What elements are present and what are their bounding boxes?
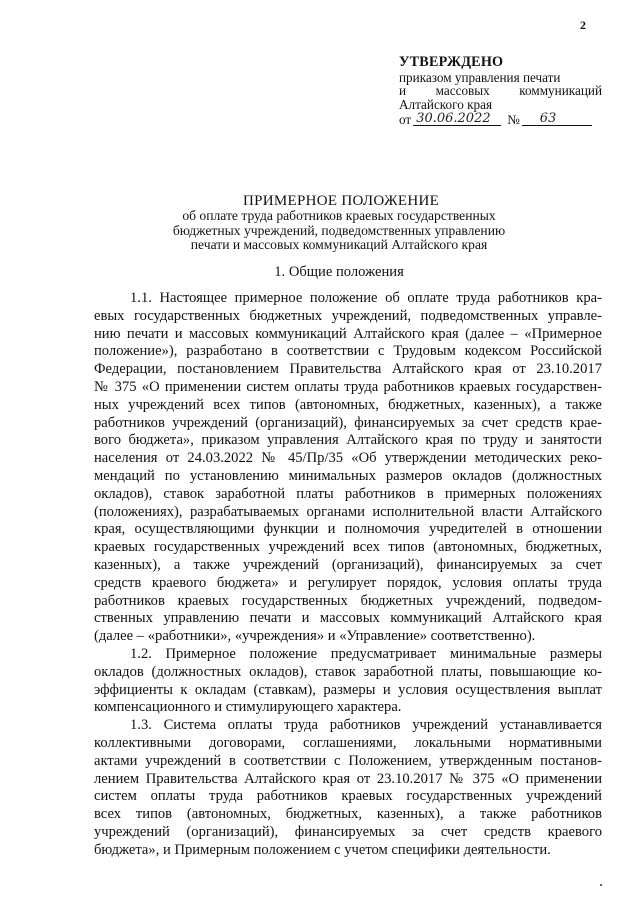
paragraph-line: окладов), ставок заработной платы работников в примерных положениях [94, 485, 602, 502]
paragraph-line: ных учреждений всех типов (автономных, бюджетных, казенных), а также [94, 396, 602, 413]
scan-dot-mark [600, 884, 602, 886]
paragraph [94, 646, 602, 717]
document-subtitle-line: бюджетных учреждений, подведомственных управлению [172, 222, 506, 238]
document-title-block [0, 193, 640, 253]
approval-title: УТВЕРЖДЕНО [399, 54, 504, 70]
paragraph-line: положение»), разработано в соответствии с Трудовым кодексом Российской [94, 343, 602, 360]
document-subtitle-line: печати и массовых коммуникаций Алтайского края [190, 237, 488, 252]
paragraph-line: нию печати и массовых коммуникаций Алтайского края (далее – «Примерное [94, 325, 602, 342]
paragraph-line: лением Правительства Алтайского края от 23.10.2017 № 375 «О применении [94, 770, 602, 787]
paragraph-line: актами учреждений в соответствии с Положением, утвержденным постанов- [94, 752, 602, 769]
approval-line: и массовых коммуникаций [399, 83, 602, 98]
approval-line: приказом управления печати [399, 69, 561, 85]
paragraph-line: евых государственных бюджетных учреждений, подведомственных управле- [94, 307, 602, 324]
approval-stamp-block [399, 56, 602, 126]
approval-date-prefix: от [399, 111, 412, 127]
page-number: 2 [580, 18, 586, 32]
paragraph-line: 1.2. Примерное положение предусматривает минимальные размеры [130, 645, 602, 662]
approval-number-label: № [507, 111, 520, 127]
approval-date-blank [413, 111, 501, 126]
approval-number-blank [522, 111, 592, 126]
paragraph-line: населения от 24.03.2022 № 45/Пр/35 «Об утверждении методических реко- [94, 450, 602, 467]
approval-date-row [399, 111, 602, 126]
paragraph-line: края, осуществляющими функции и полномочия учредителей в отношении [94, 521, 602, 538]
paragraph-line: систем оплаты труда работников краевых государственных учреждений [94, 788, 602, 805]
approval-number-handwritten: 63 [539, 110, 557, 126]
paragraph-line: 1.1. Настоящее примерное положение об оплате труда работников кра- [130, 290, 602, 306]
paragraph-line: № 375 «О применении систем оплаты труда работников краевых государствен- [94, 378, 602, 395]
section-heading: 1. Общие положения [274, 264, 404, 280]
paragraph-line: компенсационного и стимулирующего характера. [94, 699, 402, 716]
paragraph-line: ственных управлению печати и массовых коммуникаций Алтайского края [94, 610, 602, 627]
section-body [94, 290, 602, 860]
paragraph-line: учреждений (организаций), финансируемых за счет средств краевого [94, 823, 602, 840]
paragraph-line: краевых государственных учреждений всех типов (автономных, бюджетных, [94, 539, 602, 556]
paragraph-line: 1.3. Система оплаты труда работников учреждений устанавливается [130, 717, 602, 734]
paragraph-line: всех типов (автономных, бюджетных, казенных), а также работников [94, 806, 602, 823]
paragraph-line: казенных), а также учреждений (организаций), финансируемых за счет [94, 556, 602, 573]
document-title: ПРИМЕРНОЕ ПОЛОЖЕНИЕ [242, 193, 440, 209]
document-subtitle-line: об оплате труда работников краевых государственных [182, 208, 496, 223]
paragraph-line: бюджета», и Примерным положением с учетом специфики деятельности. [94, 841, 551, 858]
approval-line: Алтайского края [399, 96, 493, 112]
approval-date-handwritten: 30.06.2022 [416, 110, 491, 126]
paragraph-line: работников учреждений (организаций), финансируемых за счет средств крае- [94, 414, 602, 431]
paragraph-line: (положениях), разрабатываемых органами исполнительной власти Алтайского [94, 503, 602, 520]
paragraph-line: Федерации, постановлением Правительства Алтайского края от 23.10.2017 [94, 361, 602, 378]
paragraph-line: окладов (должностных окладов), ставок заработной платы, повышающие ко- [94, 663, 602, 680]
paragraph-line: мендаций по установлению минимальных размеров окладов (должностных [94, 467, 602, 484]
paragraph [94, 717, 602, 859]
paragraph-line: вого бюджета», приказом управления Алтайского края по труду и занятости [94, 432, 602, 449]
paragraph-line: (далее – «работники», «учреждения» и «Управление» соответственно). [94, 628, 536, 645]
paragraph-line: эффициенты к окладам (ставкам), размеры и условия осуществления выплат [94, 681, 602, 698]
paragraph-line: средств краевого бюджета» и регулирует порядок, условия оплаты труда [94, 574, 602, 591]
paragraph-line: работников краевых государственных бюджетных учреждений, подведом- [94, 592, 602, 609]
paragraph-line: коллективными договорами, соглашениями, локальными нормативными [94, 734, 602, 751]
paragraph [94, 290, 602, 646]
